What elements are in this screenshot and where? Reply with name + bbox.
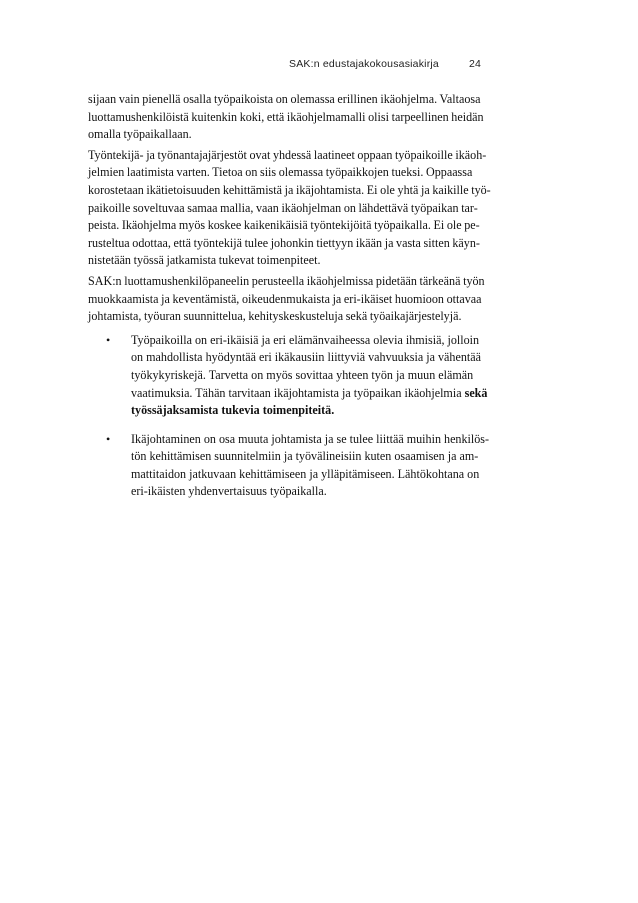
text-line: Työpaikoilla on eri-ikäisiä ja eri elämänvaiheessa olevia ihmisiä, jolloin [131, 332, 480, 347]
text-line: sijaan vain pienellä osalla työpaikoista on olemassa erillinen ikäohjelma. Valtaosa [88, 92, 481, 106]
text-line: eri-ikäisten yhdenvertaisuus työpaikalla. [131, 484, 327, 499]
text-line: tön kehittämisen suunnitelmiin ja työvälineisiin kuten osaamisen ja am- [131, 449, 479, 464]
paragraph [88, 273, 531, 326]
text-line: mattitaidon jatkuvaan kehittämiseen ja ylläpitämiseen. Lähtökohtana on [131, 466, 480, 481]
text-line: johtamista, työuran suunnittelua, kehityskeskusteluja sekä työaikajärjestelyjä. [88, 309, 462, 324]
bullet-icon: • [106, 431, 111, 446]
text-line: paikoille soveltuvaa samaa mallia, vaan ikäohjelman on lähdettävä työpaikan tar- [88, 200, 478, 215]
text-line: luottamushenkilöistä kuitenkin koki, että ikäohjelmamalli olisi tarpeellinen heidän [88, 109, 484, 124]
paragraph [88, 147, 531, 270]
page-number: 24 [468, 58, 482, 70]
document-title: SAK:n edustajakokousasiakirja [289, 58, 439, 70]
list-item [88, 431, 521, 501]
text-line: jelmien laatimista varten. Tietoa on siis olemassa työpaikkojen tueksi. Oppaassa [88, 165, 473, 180]
text-line [131, 385, 521, 403]
paragraph [88, 91, 531, 144]
text-line: peista. Ikäohjelma myös koskee kaikenikäisiä työntekijöitä työpaikalla. Ei ole pe- [88, 218, 480, 233]
text-line: nistetään työssä jatkamista tukevat toimenpiteet. [88, 253, 321, 268]
bullet-icon: • [106, 332, 111, 347]
page-header [289, 58, 481, 70]
text-line: omalla työpaikallaan. [88, 127, 192, 142]
bold-text: sekä [464, 385, 488, 400]
text-line: työkykyriskejä. Tarvetta on myös sovittaa yhteen työn ja muun elämän [131, 367, 474, 382]
text-line: muokkaamista ja keventämistä, oikeudenmukaista ja eri-ikäiset huomioon ottavaa [88, 291, 482, 306]
text-line: Ikäjohtaminen on osa muuta johtamista ja se tulee liittää muihin henkilös- [131, 431, 490, 446]
text-line: Työntekijä- ja työnantajajärjestöt ovat yhdessä laatineet oppaan työpaikoille ikäoh- [88, 147, 487, 162]
text-fragment: vaatimuksia. Tähän tarvitaan ikäjohtamista ja työpaikan ikäohjelmia [131, 385, 462, 400]
list-item [88, 332, 521, 420]
body-text [88, 91, 531, 512]
text-line: SAK:n luottamushenkilöpaneelin perusteella ikäohjelmissa pidetään tärkeänä työn [88, 273, 485, 288]
text-line: rusteltua odottaa, että työntekijä tulee johonkin tiettyyn ikään ja vasta sitten käyn- [88, 235, 480, 250]
bold-text-line: työssäjaksamista tukevia toimenpiteitä. [131, 403, 335, 418]
bullet-list [88, 332, 531, 501]
text-line: on mahdollista hyödyntää eri ikäkausiin liittyviä vahvuuksia ja vähentää [131, 350, 481, 365]
text-line: korostetaan ikätietoisuuden kehittämistä ja ikäjohtamista. Ei ole yhtä ja kaikille työ- [88, 182, 491, 197]
